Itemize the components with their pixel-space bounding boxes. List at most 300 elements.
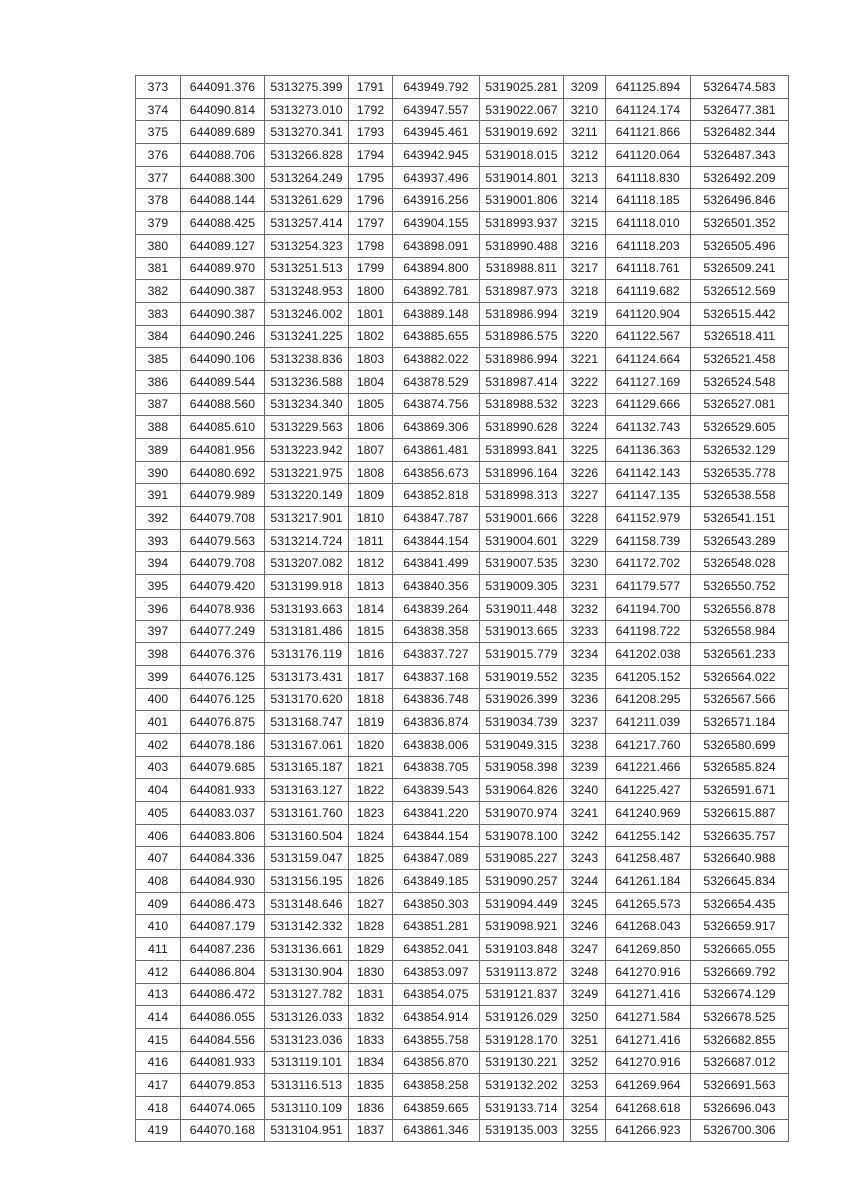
x-coordinate-cell: 641268.043 — [606, 915, 691, 938]
point-number-cell: 1812 — [349, 552, 393, 575]
table-row — [136, 461, 789, 484]
x-coordinate-cell: 641198.722 — [606, 620, 691, 643]
table-row — [136, 779, 789, 802]
table-row — [136, 189, 789, 212]
point-number-cell: 3245 — [564, 892, 606, 915]
x-coordinate-cell: 644089.970 — [181, 257, 265, 280]
y-coordinate-cell: 5313126.033 — [265, 1006, 349, 1029]
x-coordinate-cell: 643844.154 — [393, 529, 480, 552]
x-coordinate-cell: 641124.664 — [606, 348, 691, 371]
table-row — [136, 756, 789, 779]
x-coordinate-cell: 641120.064 — [606, 144, 691, 167]
point-number-cell: 3217 — [564, 257, 606, 280]
table-row — [136, 870, 789, 893]
point-number-cell: 405 — [136, 802, 181, 825]
point-number-cell: 3224 — [564, 416, 606, 439]
x-coordinate-cell: 641268.618 — [606, 1096, 691, 1119]
point-number-cell: 3232 — [564, 597, 606, 620]
x-coordinate-cell: 641158.739 — [606, 529, 691, 552]
table-row — [136, 98, 789, 121]
y-coordinate-cell: 5319098.921 — [480, 915, 564, 938]
table-row — [136, 552, 789, 575]
x-coordinate-cell: 644078.186 — [181, 733, 265, 756]
y-coordinate-cell: 5326543.289 — [691, 529, 789, 552]
y-coordinate-cell: 5313119.101 — [265, 1051, 349, 1074]
x-coordinate-cell: 641271.584 — [606, 1006, 691, 1029]
x-coordinate-cell: 643942.945 — [393, 144, 480, 167]
point-number-cell: 379 — [136, 212, 181, 235]
y-coordinate-cell: 5313110.109 — [265, 1096, 349, 1119]
x-coordinate-cell: 643861.346 — [393, 1119, 480, 1142]
y-coordinate-cell: 5319014.801 — [480, 166, 564, 189]
x-coordinate-cell: 644084.930 — [181, 870, 265, 893]
y-coordinate-cell: 5326591.671 — [691, 779, 789, 802]
point-number-cell: 394 — [136, 552, 181, 575]
point-number-cell: 392 — [136, 507, 181, 530]
point-number-cell: 3255 — [564, 1119, 606, 1142]
point-number-cell: 403 — [136, 756, 181, 779]
y-coordinate-cell: 5326529.605 — [691, 416, 789, 439]
table-row — [136, 824, 789, 847]
table-row — [136, 1096, 789, 1119]
x-coordinate-cell: 644079.708 — [181, 552, 265, 575]
point-number-cell: 1825 — [349, 847, 393, 870]
x-coordinate-cell: 643851.281 — [393, 915, 480, 938]
y-coordinate-cell: 5313207.082 — [265, 552, 349, 575]
point-number-cell: 1809 — [349, 484, 393, 507]
y-coordinate-cell: 5313254.323 — [265, 234, 349, 257]
x-coordinate-cell: 643853.097 — [393, 960, 480, 983]
x-coordinate-cell: 644090.387 — [181, 280, 265, 303]
table-row — [136, 144, 789, 167]
y-coordinate-cell: 5313214.724 — [265, 529, 349, 552]
y-coordinate-cell: 5313159.047 — [265, 847, 349, 870]
table-row — [136, 688, 789, 711]
table-row — [136, 370, 789, 393]
x-coordinate-cell: 643916.256 — [393, 189, 480, 212]
point-number-cell: 1802 — [349, 325, 393, 348]
point-number-cell: 415 — [136, 1028, 181, 1051]
x-coordinate-cell: 644074.065 — [181, 1096, 265, 1119]
point-number-cell: 376 — [136, 144, 181, 167]
x-coordinate-cell: 641136.363 — [606, 439, 691, 462]
y-coordinate-cell: 5319090.257 — [480, 870, 564, 893]
y-coordinate-cell: 5326691.563 — [691, 1074, 789, 1097]
x-coordinate-cell: 641271.416 — [606, 983, 691, 1006]
point-number-cell: 417 — [136, 1074, 181, 1097]
x-coordinate-cell: 641269.964 — [606, 1074, 691, 1097]
y-coordinate-cell: 5313167.061 — [265, 733, 349, 756]
x-coordinate-cell: 641120.904 — [606, 302, 691, 325]
point-number-cell: 1824 — [349, 824, 393, 847]
point-number-cell: 1811 — [349, 529, 393, 552]
point-number-cell: 3211 — [564, 121, 606, 144]
point-number-cell: 399 — [136, 665, 181, 688]
y-coordinate-cell: 5319128.170 — [480, 1028, 564, 1051]
point-number-cell: 1820 — [349, 733, 393, 756]
point-number-cell: 1803 — [349, 348, 393, 371]
point-number-cell: 3230 — [564, 552, 606, 575]
x-coordinate-cell: 641147.135 — [606, 484, 691, 507]
y-coordinate-cell: 5326687.012 — [691, 1051, 789, 1074]
x-coordinate-cell: 643836.748 — [393, 688, 480, 711]
x-coordinate-cell: 644079.685 — [181, 756, 265, 779]
x-coordinate-cell: 644086.472 — [181, 983, 265, 1006]
coordinates-table-body — [136, 76, 789, 1142]
x-coordinate-cell: 643837.727 — [393, 643, 480, 666]
point-number-cell: 1823 — [349, 802, 393, 825]
point-number-cell: 3221 — [564, 348, 606, 371]
y-coordinate-cell: 5326561.233 — [691, 643, 789, 666]
y-coordinate-cell: 5313156.195 — [265, 870, 349, 893]
y-coordinate-cell: 5313261.629 — [265, 189, 349, 212]
x-coordinate-cell: 644079.853 — [181, 1074, 265, 1097]
x-coordinate-cell: 644087.236 — [181, 938, 265, 961]
point-number-cell: 1835 — [349, 1074, 393, 1097]
x-coordinate-cell: 643878.529 — [393, 370, 480, 393]
x-coordinate-cell: 643837.168 — [393, 665, 480, 688]
x-coordinate-cell: 641129.666 — [606, 393, 691, 416]
y-coordinate-cell: 5313176.119 — [265, 643, 349, 666]
table-row — [136, 892, 789, 915]
point-number-cell: 1822 — [349, 779, 393, 802]
point-number-cell: 3213 — [564, 166, 606, 189]
point-number-cell: 374 — [136, 98, 181, 121]
y-coordinate-cell: 5319034.739 — [480, 711, 564, 734]
y-coordinate-cell: 5326615.887 — [691, 802, 789, 825]
table-row — [136, 280, 789, 303]
x-coordinate-cell: 641118.185 — [606, 189, 691, 212]
x-coordinate-cell: 644087.179 — [181, 915, 265, 938]
x-coordinate-cell: 641269.850 — [606, 938, 691, 961]
y-coordinate-cell: 5319078.100 — [480, 824, 564, 847]
y-coordinate-cell: 5326482.344 — [691, 121, 789, 144]
y-coordinate-cell: 5318988.811 — [480, 257, 564, 280]
x-coordinate-cell: 643855.758 — [393, 1028, 480, 1051]
x-coordinate-cell: 643869.306 — [393, 416, 480, 439]
point-number-cell: 3235 — [564, 665, 606, 688]
x-coordinate-cell: 643852.041 — [393, 938, 480, 961]
point-number-cell: 418 — [136, 1096, 181, 1119]
point-number-cell: 3215 — [564, 212, 606, 235]
x-coordinate-cell: 644090.814 — [181, 98, 265, 121]
y-coordinate-cell: 5326527.081 — [691, 393, 789, 416]
point-number-cell: 1804 — [349, 370, 393, 393]
x-coordinate-cell: 643892.781 — [393, 280, 480, 303]
x-coordinate-cell: 644079.420 — [181, 575, 265, 598]
y-coordinate-cell: 5319130.221 — [480, 1051, 564, 1074]
y-coordinate-cell: 5319007.535 — [480, 552, 564, 575]
point-number-cell: 3229 — [564, 529, 606, 552]
x-coordinate-cell: 643889.148 — [393, 302, 480, 325]
y-coordinate-cell: 5326635.757 — [691, 824, 789, 847]
y-coordinate-cell: 5326696.043 — [691, 1096, 789, 1119]
x-coordinate-cell: 641172.702 — [606, 552, 691, 575]
x-coordinate-cell: 641119.682 — [606, 280, 691, 303]
point-number-cell: 3214 — [564, 189, 606, 212]
table-row — [136, 1119, 789, 1142]
y-coordinate-cell: 5326548.028 — [691, 552, 789, 575]
y-coordinate-cell: 5326524.548 — [691, 370, 789, 393]
y-coordinate-cell: 5326515.442 — [691, 302, 789, 325]
point-number-cell: 1834 — [349, 1051, 393, 1074]
point-number-cell: 3243 — [564, 847, 606, 870]
y-coordinate-cell: 5313236.588 — [265, 370, 349, 393]
table-row — [136, 597, 789, 620]
x-coordinate-cell: 641225.427 — [606, 779, 691, 802]
point-number-cell: 3240 — [564, 779, 606, 802]
point-number-cell: 395 — [136, 575, 181, 598]
point-number-cell: 3223 — [564, 393, 606, 416]
point-number-cell: 1826 — [349, 870, 393, 893]
table-row — [136, 439, 789, 462]
y-coordinate-cell: 5313238.836 — [265, 348, 349, 371]
table-row — [136, 1074, 789, 1097]
point-number-cell: 389 — [136, 439, 181, 462]
table-row — [136, 915, 789, 938]
x-coordinate-cell: 643882.022 — [393, 348, 480, 371]
y-coordinate-cell: 5319011.448 — [480, 597, 564, 620]
x-coordinate-cell: 641152.979 — [606, 507, 691, 530]
y-coordinate-cell: 5313248.953 — [265, 280, 349, 303]
y-coordinate-cell: 5313181.486 — [265, 620, 349, 643]
x-coordinate-cell: 643854.914 — [393, 1006, 480, 1029]
point-number-cell: 412 — [136, 960, 181, 983]
table-row — [136, 1051, 789, 1074]
y-coordinate-cell: 5313130.904 — [265, 960, 349, 983]
point-number-cell: 391 — [136, 484, 181, 507]
y-coordinate-cell: 5319001.666 — [480, 507, 564, 530]
table-row — [136, 847, 789, 870]
point-number-cell: 414 — [136, 1006, 181, 1029]
y-coordinate-cell: 5313136.661 — [265, 938, 349, 961]
y-coordinate-cell: 5318986.994 — [480, 348, 564, 371]
point-number-cell: 1816 — [349, 643, 393, 666]
x-coordinate-cell: 644090.246 — [181, 325, 265, 348]
x-coordinate-cell: 641125.894 — [606, 76, 691, 99]
point-number-cell: 3225 — [564, 439, 606, 462]
table-row — [136, 711, 789, 734]
x-coordinate-cell: 641118.010 — [606, 212, 691, 235]
point-number-cell: 381 — [136, 257, 181, 280]
table-row — [136, 529, 789, 552]
y-coordinate-cell: 5319019.552 — [480, 665, 564, 688]
point-number-cell: 385 — [136, 348, 181, 371]
point-number-cell: 1807 — [349, 439, 393, 462]
x-coordinate-cell: 641132.743 — [606, 416, 691, 439]
point-number-cell: 3231 — [564, 575, 606, 598]
y-coordinate-cell: 5326505.496 — [691, 234, 789, 257]
table-row — [136, 484, 789, 507]
x-coordinate-cell: 644079.989 — [181, 484, 265, 507]
y-coordinate-cell: 5319019.692 — [480, 121, 564, 144]
x-coordinate-cell: 644086.804 — [181, 960, 265, 983]
point-number-cell: 1819 — [349, 711, 393, 734]
x-coordinate-cell: 644081.956 — [181, 439, 265, 462]
point-number-cell: 402 — [136, 733, 181, 756]
x-coordinate-cell: 641270.916 — [606, 1051, 691, 1074]
y-coordinate-cell: 5326474.583 — [691, 76, 789, 99]
point-number-cell: 3239 — [564, 756, 606, 779]
x-coordinate-cell: 644079.708 — [181, 507, 265, 530]
point-number-cell: 1831 — [349, 983, 393, 1006]
x-coordinate-cell: 644089.544 — [181, 370, 265, 393]
point-number-cell: 3216 — [564, 234, 606, 257]
y-coordinate-cell: 5319113.872 — [480, 960, 564, 983]
y-coordinate-cell: 5319025.281 — [480, 76, 564, 99]
y-coordinate-cell: 5319026.399 — [480, 688, 564, 711]
point-number-cell: 1798 — [349, 234, 393, 257]
point-number-cell: 393 — [136, 529, 181, 552]
y-coordinate-cell: 5326535.778 — [691, 461, 789, 484]
x-coordinate-cell: 641118.203 — [606, 234, 691, 257]
x-coordinate-cell: 643854.075 — [393, 983, 480, 1006]
x-coordinate-cell: 641205.152 — [606, 665, 691, 688]
table-row — [136, 166, 789, 189]
table-row — [136, 325, 789, 348]
table-row — [136, 416, 789, 439]
point-number-cell: 413 — [136, 983, 181, 1006]
x-coordinate-cell: 643858.258 — [393, 1074, 480, 1097]
table-row — [136, 733, 789, 756]
y-coordinate-cell: 5318993.937 — [480, 212, 564, 235]
y-coordinate-cell: 5313229.563 — [265, 416, 349, 439]
y-coordinate-cell: 5326580.699 — [691, 733, 789, 756]
y-coordinate-cell: 5313142.332 — [265, 915, 349, 938]
y-coordinate-cell: 5313273.010 — [265, 98, 349, 121]
y-coordinate-cell: 5319001.806 — [480, 189, 564, 212]
point-number-cell: 1833 — [349, 1028, 393, 1051]
y-coordinate-cell: 5313217.901 — [265, 507, 349, 530]
y-coordinate-cell: 5313161.760 — [265, 802, 349, 825]
point-number-cell: 411 — [136, 938, 181, 961]
y-coordinate-cell: 5319009.305 — [480, 575, 564, 598]
y-coordinate-cell: 5313241.225 — [265, 325, 349, 348]
x-coordinate-cell: 644081.933 — [181, 779, 265, 802]
y-coordinate-cell: 5319013.665 — [480, 620, 564, 643]
point-number-cell: 1795 — [349, 166, 393, 189]
point-number-cell: 400 — [136, 688, 181, 711]
y-coordinate-cell: 5326585.824 — [691, 756, 789, 779]
x-coordinate-cell: 641270.916 — [606, 960, 691, 983]
point-number-cell: 407 — [136, 847, 181, 870]
y-coordinate-cell: 5319018.015 — [480, 144, 564, 167]
x-coordinate-cell: 644081.933 — [181, 1051, 265, 1074]
point-number-cell: 373 — [136, 76, 181, 99]
point-number-cell: 1821 — [349, 756, 393, 779]
x-coordinate-cell: 644088.300 — [181, 166, 265, 189]
table-row — [136, 1028, 789, 1051]
table-row — [136, 257, 789, 280]
x-coordinate-cell: 644076.376 — [181, 643, 265, 666]
y-coordinate-cell: 5318993.841 — [480, 439, 564, 462]
y-coordinate-cell: 5319064.826 — [480, 779, 564, 802]
point-number-cell: 382 — [136, 280, 181, 303]
point-number-cell: 3242 — [564, 824, 606, 847]
x-coordinate-cell: 643839.264 — [393, 597, 480, 620]
y-coordinate-cell: 5313168.747 — [265, 711, 349, 734]
x-coordinate-cell: 641271.416 — [606, 1028, 691, 1051]
y-coordinate-cell: 5326645.834 — [691, 870, 789, 893]
point-number-cell: 1818 — [349, 688, 393, 711]
point-number-cell: 3248 — [564, 960, 606, 983]
y-coordinate-cell: 5313220.149 — [265, 484, 349, 507]
table-row — [136, 393, 789, 416]
x-coordinate-cell: 641202.038 — [606, 643, 691, 666]
coordinates-table — [135, 75, 789, 1142]
point-number-cell: 375 — [136, 121, 181, 144]
point-number-cell: 1800 — [349, 280, 393, 303]
point-number-cell: 1791 — [349, 76, 393, 99]
x-coordinate-cell: 643945.461 — [393, 121, 480, 144]
point-number-cell: 3247 — [564, 938, 606, 961]
table-row — [136, 348, 789, 371]
point-number-cell: 1792 — [349, 98, 393, 121]
point-number-cell: 3236 — [564, 688, 606, 711]
x-coordinate-cell: 643856.673 — [393, 461, 480, 484]
y-coordinate-cell: 5313275.399 — [265, 76, 349, 99]
y-coordinate-cell: 5326532.129 — [691, 439, 789, 462]
y-coordinate-cell: 5326669.792 — [691, 960, 789, 983]
y-coordinate-cell: 5326700.306 — [691, 1119, 789, 1142]
x-coordinate-cell: 643844.154 — [393, 824, 480, 847]
x-coordinate-cell: 643898.091 — [393, 234, 480, 257]
x-coordinate-cell: 643838.358 — [393, 620, 480, 643]
point-number-cell: 1832 — [349, 1006, 393, 1029]
x-coordinate-cell: 643849.185 — [393, 870, 480, 893]
point-number-cell: 404 — [136, 779, 181, 802]
point-number-cell: 3220 — [564, 325, 606, 348]
point-number-cell: 3253 — [564, 1074, 606, 1097]
x-coordinate-cell: 644079.563 — [181, 529, 265, 552]
x-coordinate-cell: 643861.481 — [393, 439, 480, 462]
y-coordinate-cell: 5326571.184 — [691, 711, 789, 734]
y-coordinate-cell: 5326477.381 — [691, 98, 789, 121]
x-coordinate-cell: 643937.496 — [393, 166, 480, 189]
y-coordinate-cell: 5326518.411 — [691, 325, 789, 348]
y-coordinate-cell: 5313270.341 — [265, 121, 349, 144]
x-coordinate-cell: 644090.387 — [181, 302, 265, 325]
y-coordinate-cell: 5319132.202 — [480, 1074, 564, 1097]
y-coordinate-cell: 5326640.988 — [691, 847, 789, 870]
y-coordinate-cell: 5313221.975 — [265, 461, 349, 484]
x-coordinate-cell: 641261.184 — [606, 870, 691, 893]
point-number-cell: 1810 — [349, 507, 393, 530]
y-coordinate-cell: 5319085.227 — [480, 847, 564, 870]
x-coordinate-cell: 644076.125 — [181, 688, 265, 711]
x-coordinate-cell: 641258.487 — [606, 847, 691, 870]
point-number-cell: 1837 — [349, 1119, 393, 1142]
y-coordinate-cell: 5318988.532 — [480, 393, 564, 416]
y-coordinate-cell: 5318996.164 — [480, 461, 564, 484]
point-number-cell: 3234 — [564, 643, 606, 666]
y-coordinate-cell: 5326556.878 — [691, 597, 789, 620]
y-coordinate-cell: 5318987.414 — [480, 370, 564, 393]
x-coordinate-cell: 643838.705 — [393, 756, 480, 779]
y-coordinate-cell: 5318990.488 — [480, 234, 564, 257]
point-number-cell: 1827 — [349, 892, 393, 915]
table-row — [136, 938, 789, 961]
y-coordinate-cell: 5319126.029 — [480, 1006, 564, 1029]
point-number-cell: 1828 — [349, 915, 393, 938]
y-coordinate-cell: 5319015.779 — [480, 643, 564, 666]
point-number-cell: 378 — [136, 189, 181, 212]
x-coordinate-cell: 644088.425 — [181, 212, 265, 235]
point-number-cell: 384 — [136, 325, 181, 348]
y-coordinate-cell: 5326487.343 — [691, 144, 789, 167]
y-coordinate-cell: 5313264.249 — [265, 166, 349, 189]
y-coordinate-cell: 5319049.315 — [480, 733, 564, 756]
